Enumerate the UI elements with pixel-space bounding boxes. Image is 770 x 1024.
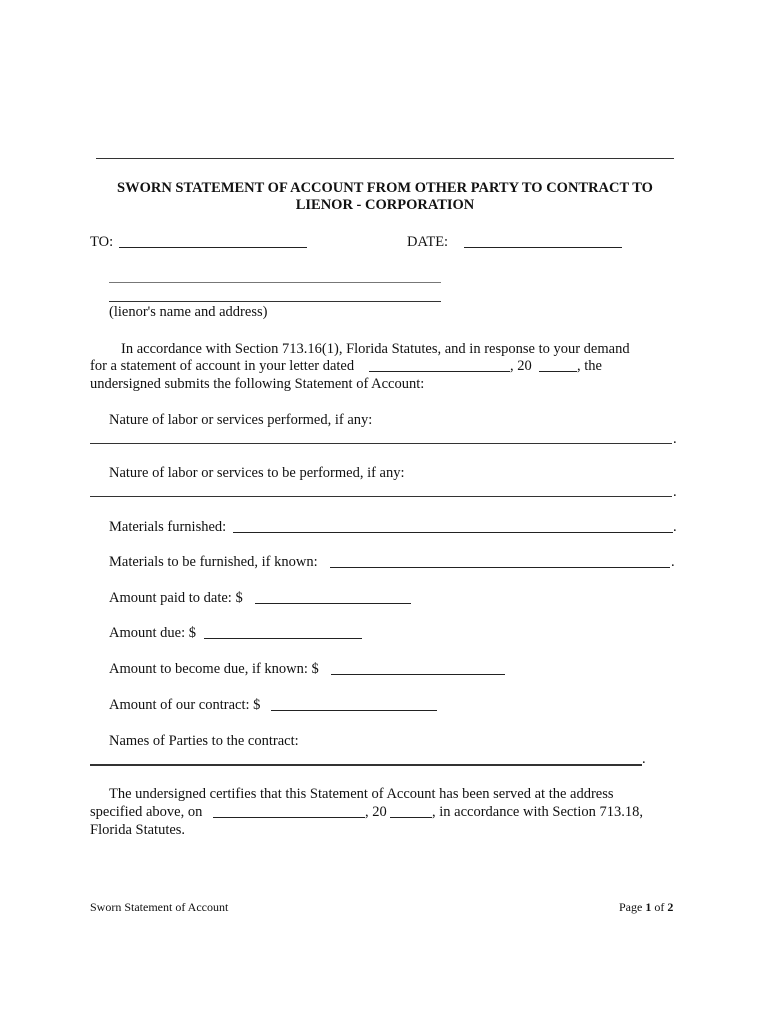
- document-title-line-1: SWORN STATEMENT OF ACCOUNT FROM OTHER PARTY TO CONTRACT TO: [117, 180, 653, 196]
- lienor-caption: (lienor's name and address): [109, 304, 268, 320]
- amount-become-due-field[interactable]: [331, 660, 505, 675]
- letter-date-field[interactable]: [369, 357, 510, 372]
- to-label: TO:: [90, 234, 114, 250]
- intro-line-2-year-prefix: , 20: [510, 358, 532, 374]
- materials-to-furnish-field[interactable]: [330, 553, 670, 568]
- page-word: Page: [619, 900, 643, 914]
- lienor-name-line[interactable]: [109, 282, 441, 283]
- to-field[interactable]: [119, 233, 307, 248]
- date-label: DATE:: [407, 234, 449, 250]
- materials-furnished-label: Materials furnished:: [109, 519, 227, 535]
- amount-become-due-label: Amount to become due, if known: $: [109, 661, 319, 677]
- intro-line-2-end: , the: [577, 358, 602, 374]
- amount-contract-label: Amount of our contract: $: [109, 697, 261, 713]
- labor-to-perform-line[interactable]: [90, 496, 672, 497]
- date-field[interactable]: [464, 233, 622, 248]
- certification-line-3: Florida Statutes.: [90, 822, 186, 838]
- certification-line-2-end: , in accordance with Section 713.18,: [432, 804, 643, 820]
- service-year-field[interactable]: [390, 803, 432, 818]
- labor-to-perform-label: Nature of labor or services to be performed, if any:: [109, 465, 405, 481]
- amount-contract-field[interactable]: [271, 696, 437, 711]
- labor-performed-period: .: [673, 431, 677, 447]
- parties-period: .: [642, 751, 646, 767]
- amount-due-label: Amount due: $: [109, 625, 196, 641]
- materials-to-furnish-period: .: [671, 554, 675, 570]
- intro-line-2-start: for a statement of account in your letter dated: [90, 358, 355, 374]
- certification-line-2-start: specified above, on: [90, 804, 203, 820]
- materials-furnished-field[interactable]: [233, 518, 673, 533]
- service-date-field[interactable]: [213, 803, 365, 818]
- parties-label: Names of Parties to the contract:: [109, 733, 299, 749]
- labor-performed-line[interactable]: [90, 443, 672, 444]
- page-current: 1: [645, 900, 652, 914]
- top-rule: [96, 158, 674, 159]
- page-indicator: [619, 900, 673, 914]
- lienor-address-line[interactable]: [109, 301, 441, 302]
- intro-line-3: undersigned submits the following Statement of Account:: [90, 376, 425, 392]
- materials-to-furnish-label: Materials to be furnished, if known:: [109, 554, 318, 570]
- labor-performed-label: Nature of labor or services performed, if any:: [109, 412, 373, 428]
- amount-paid-label: Amount paid to date: $: [109, 590, 243, 606]
- document-title-line-2: LIENOR - CORPORATION: [295, 197, 475, 213]
- labor-to-perform-period: .: [673, 484, 677, 500]
- materials-furnished-period: .: [673, 519, 677, 535]
- certification-line-1: The undersigned certifies that this Statement of Account has been served at the address: [109, 786, 614, 802]
- intro-line-1: In accordance with Section 713.16(1), Florida Statutes, and in response to your demand: [121, 341, 630, 357]
- parties-line[interactable]: [90, 764, 642, 766]
- certification-line-2-year-prefix: , 20: [365, 804, 387, 820]
- page-total: 2: [667, 900, 674, 914]
- letter-year-field[interactable]: [539, 357, 577, 372]
- page-of: of: [654, 900, 665, 914]
- amount-due-field[interactable]: [204, 624, 362, 639]
- footer-document-name: Sworn Statement of Account: [90, 900, 229, 914]
- amount-paid-field[interactable]: [255, 589, 411, 604]
